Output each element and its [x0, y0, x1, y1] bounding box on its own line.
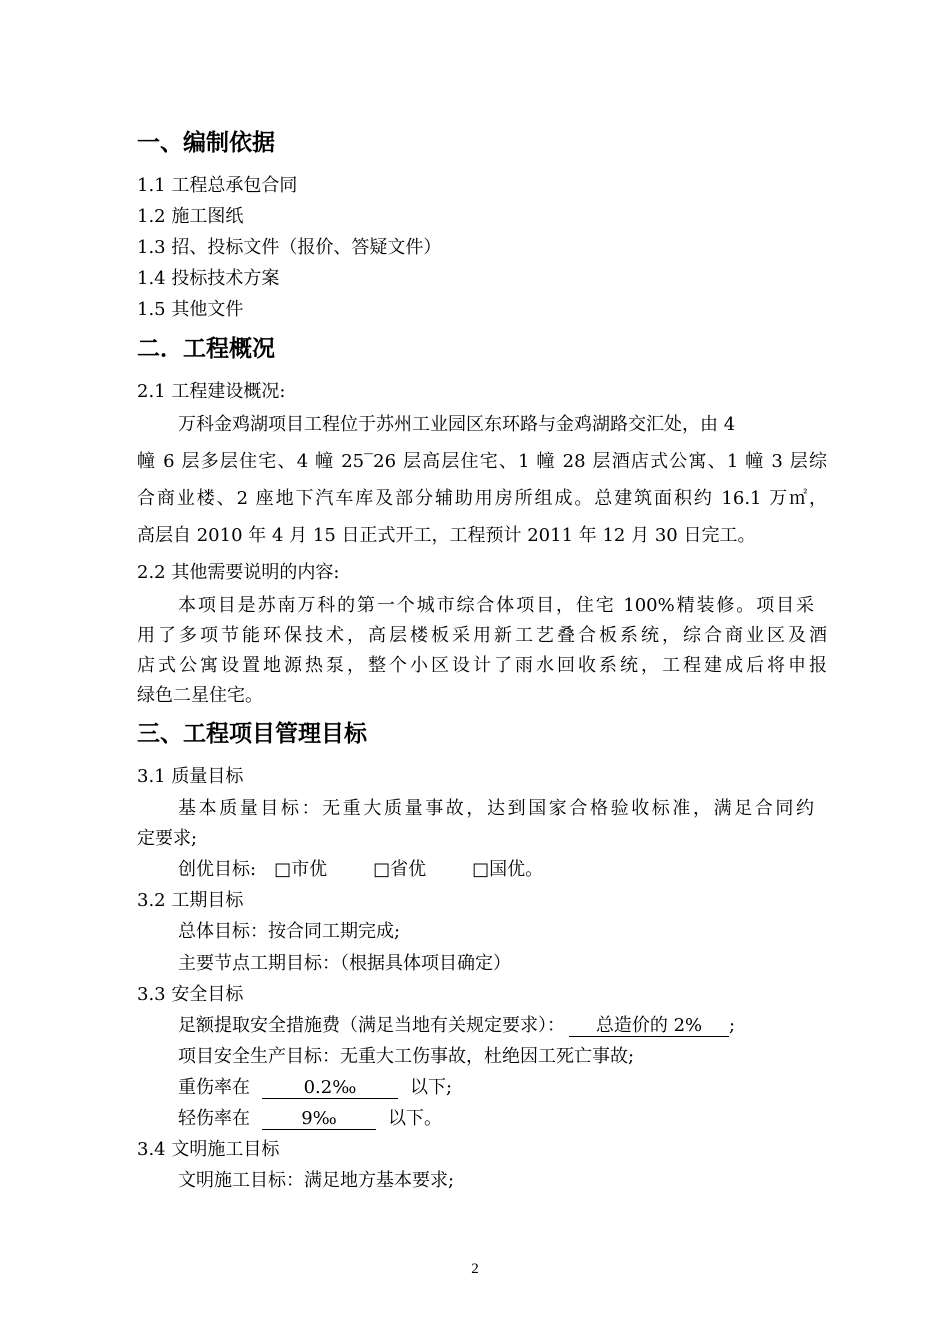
- subsection-title: 3.3 安全目标: [137, 984, 244, 1005]
- subsection-title: 3.2 工期目标: [137, 890, 244, 911]
- option-city-checkbox[interactable]: □市优: [274, 859, 328, 880]
- page-number: 2: [471, 1261, 479, 1277]
- serious-injury-suffix: 以下;: [410, 1077, 453, 1098]
- paragraph-line: 定要求;: [137, 828, 198, 849]
- excellence-goal-row: [178, 858, 868, 882]
- paragraph-line: 本项目是苏南万科的第一个城市综合体项目，住宅 100%精装修。项目采: [178, 595, 814, 616]
- list-item: 1.5 其他文件: [137, 299, 244, 320]
- minor-injury-row: [178, 1107, 868, 1131]
- list-item: 1.2 施工图纸: [137, 206, 244, 227]
- paragraph-line: 幢 6 层多层住宅、4 幢 25‾26 层高层住宅、1 幢 28 层酒店式公寓、1 幢 3 层综: [137, 451, 827, 472]
- subsection-title: 3.1 质量目标: [137, 766, 244, 787]
- paragraph-line: 文明施工目标：满足地方基本要求;: [178, 1170, 455, 1191]
- paragraph-line: 用了多项节能环保技术，高层楼板采用新工艺叠合板系统，综合商业区及酒: [137, 625, 827, 646]
- paragraph-line: 万科金鸡湖项目工程位于苏州工业园区东环路与金鸡湖路交汇处，由 4: [178, 414, 736, 435]
- minor-injury-suffix: 以下。: [388, 1108, 442, 1129]
- option-province-checkbox[interactable]: □省优: [373, 859, 427, 880]
- list-item: 1.4 投标技术方案: [137, 268, 280, 289]
- paragraph-line: 店式公寓设置地源热泵，整个小区设计了雨水回收系统，工程建成后将申报: [137, 655, 827, 676]
- safety-fee-suffix: ;: [729, 1015, 736, 1036]
- paragraph-line: 基本质量目标：无重大质量事故，达到国家合格验收标准，满足合同约: [178, 798, 814, 819]
- paragraph-line: 主要节点工期目标：（根据具体项目确定）: [178, 953, 511, 974]
- paragraph-line: 项目安全生产目标：无重大工伤事故，杜绝因工死亡事故;: [178, 1046, 635, 1067]
- subsection-title: 2.1 工程建设概况:: [137, 381, 286, 402]
- subsection-title: 2.2 其他需要说明的内容:: [137, 562, 340, 583]
- paragraph-line: 总体目标：按合同工期完成;: [178, 921, 401, 942]
- serious-injury-value: 0.2‰: [262, 1078, 398, 1099]
- minor-injury-value: 9‰: [262, 1109, 376, 1130]
- paragraph-line: 高层自 2010 年 4 月 15 日正式开工，工程预计 2011 年 12 月 30 日完工。: [137, 525, 756, 546]
- section-heading-overview: 二．工程概况: [137, 336, 275, 362]
- minor-injury-label: 轻伤率在: [178, 1108, 250, 1129]
- safety-fee-value: 总造价的 2%: [569, 1016, 729, 1037]
- serious-injury-row: [178, 1076, 868, 1100]
- list-item: 1.3 招、投标文件（报价、答疑文件）: [137, 237, 442, 258]
- section-heading-goals: 三、工程项目管理目标: [137, 721, 367, 747]
- serious-injury-label: 重伤率在: [178, 1077, 250, 1098]
- excellence-label: 创优目标:: [178, 859, 257, 880]
- paragraph-line: 合商业楼、2 座地下汽车库及部分辅助用房所组成。总建筑面积约 16.1 万㎡，: [137, 488, 827, 509]
- option-national-checkbox[interactable]: □国优。: [472, 859, 544, 880]
- subsection-title: 3.4 文明施工目标: [137, 1139, 280, 1160]
- paragraph-line: 绿色二星住宅。: [137, 685, 263, 706]
- list-item: 1.1 工程总承包合同: [137, 175, 298, 196]
- section-heading-basis: 一、编制依据: [137, 130, 275, 156]
- safety-fee-row: [178, 1014, 868, 1038]
- safety-fee-label: 足额提取安全措施费（满足当地有关规定要求）：: [178, 1015, 565, 1036]
